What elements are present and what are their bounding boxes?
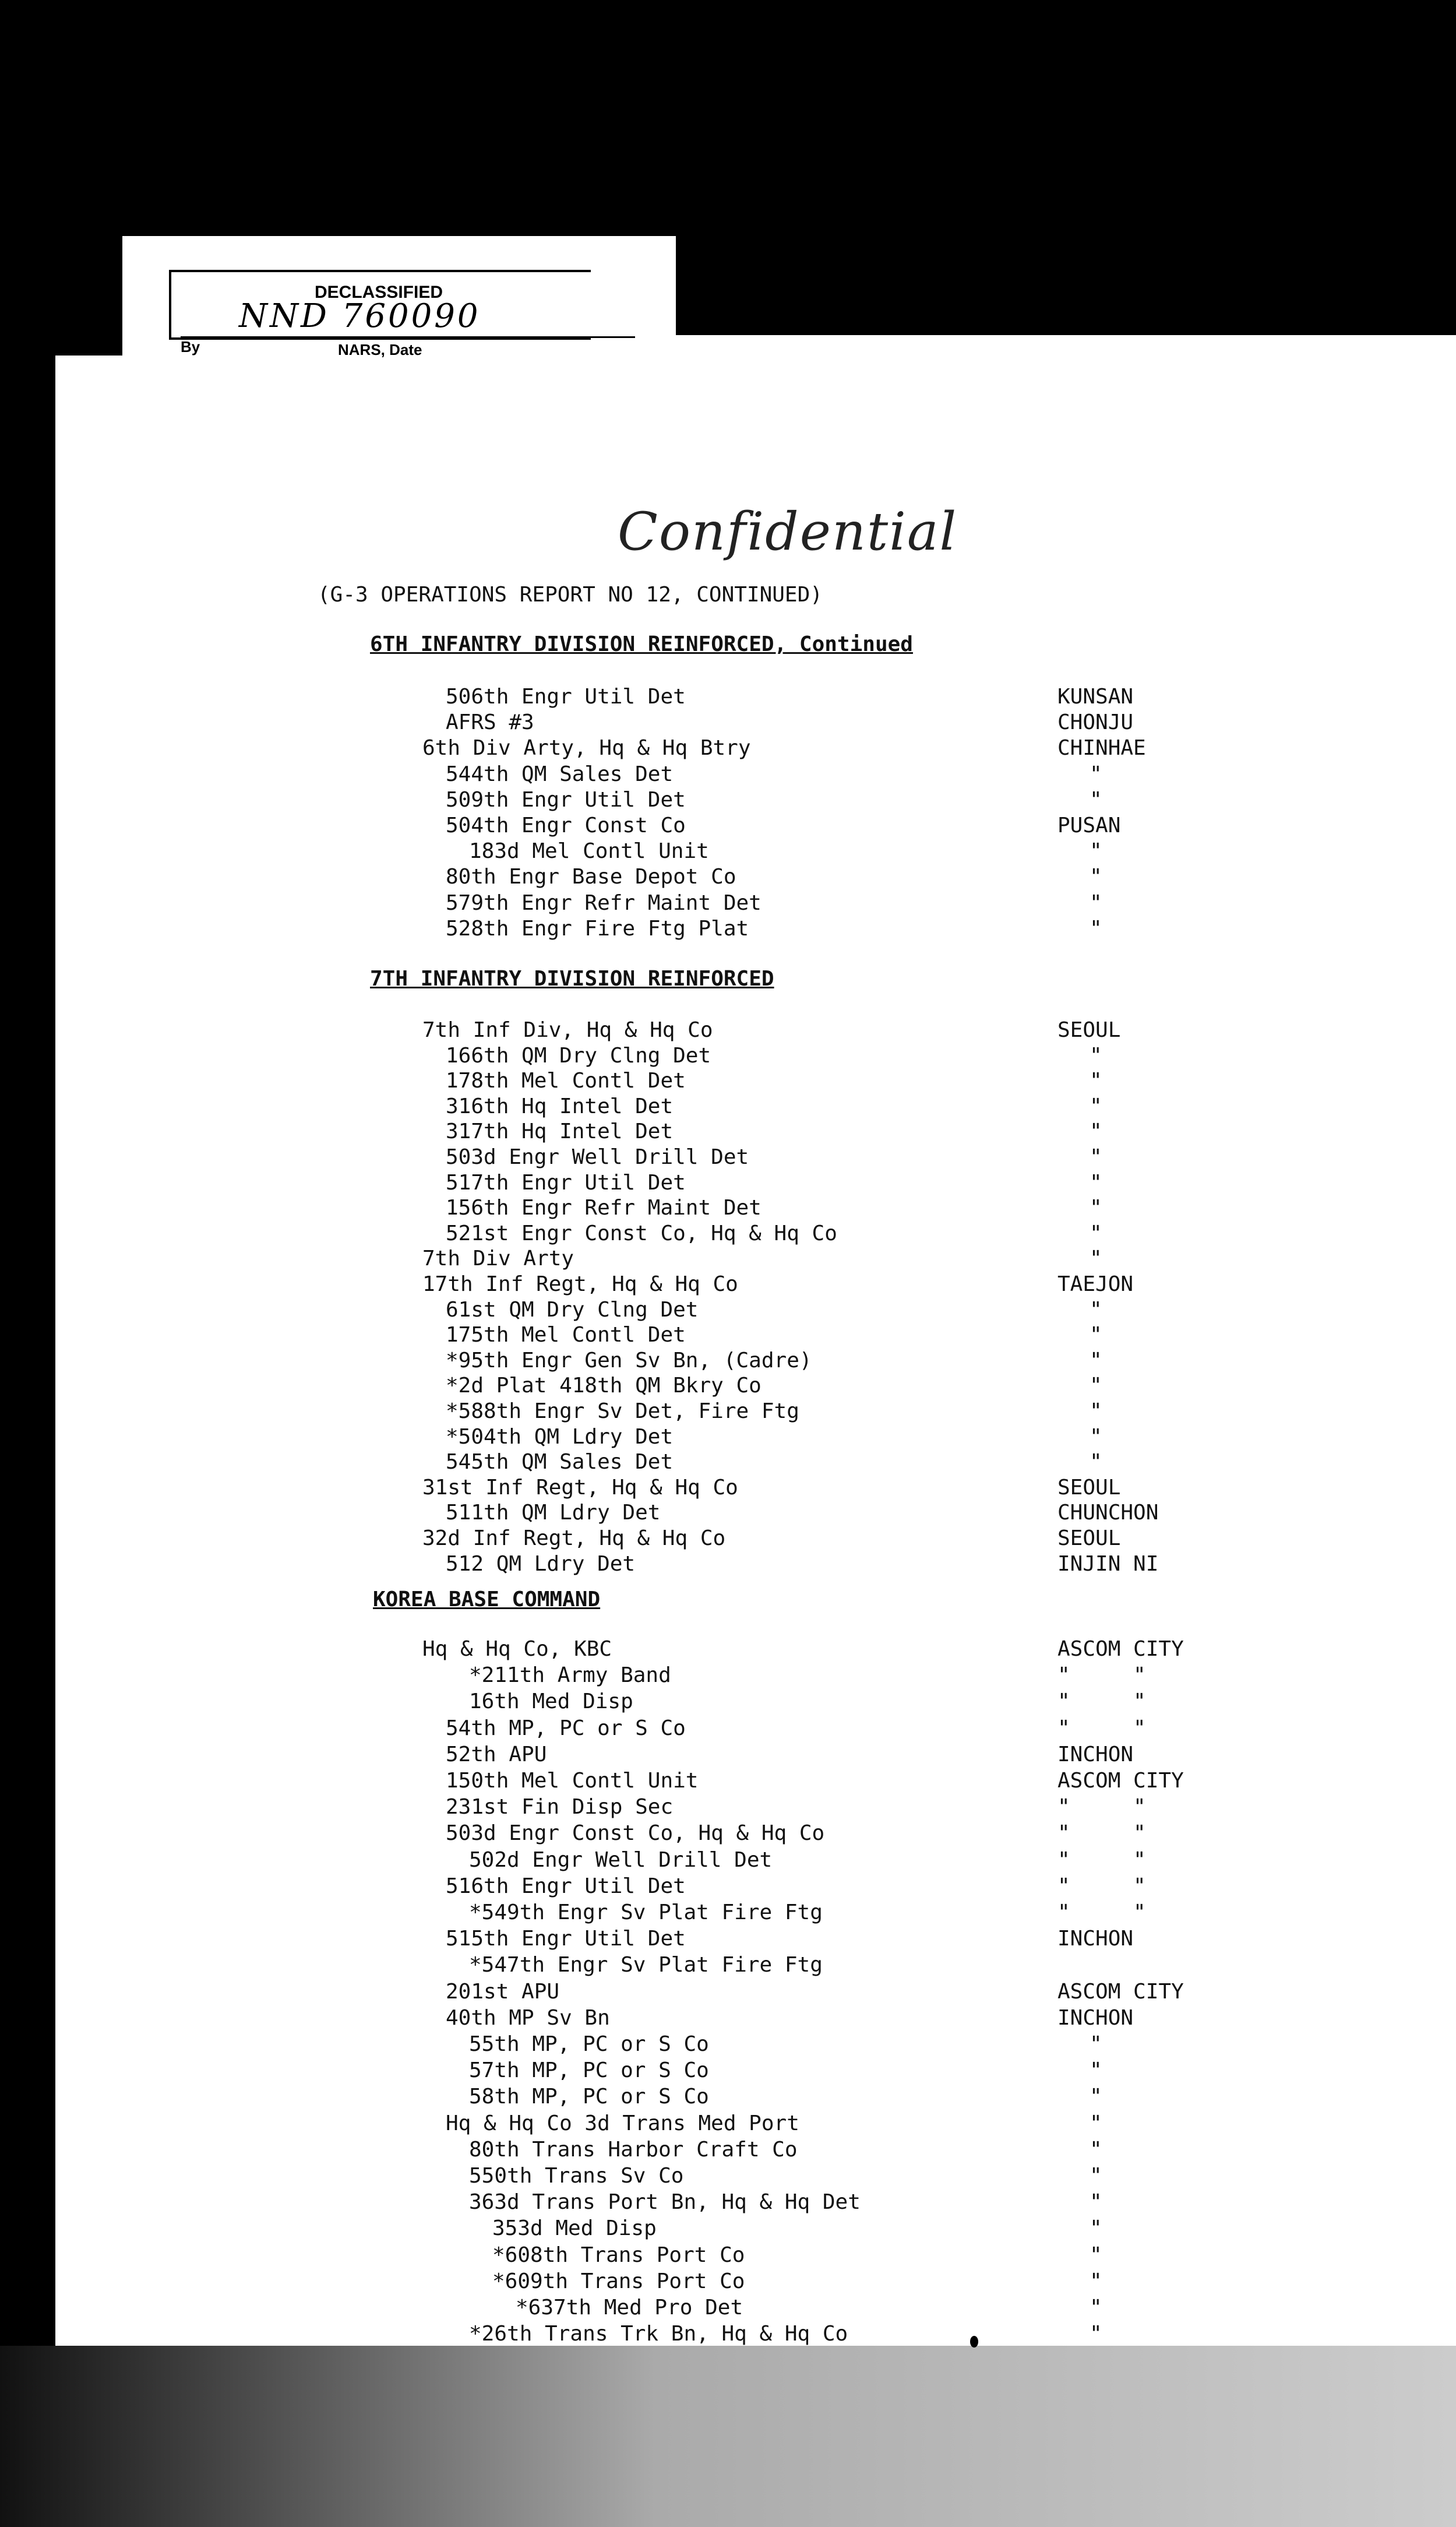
- location-entry: ": [1090, 762, 1102, 786]
- location-entry: ": [1090, 1247, 1102, 1271]
- unit-entry: 16th Med Disp: [469, 1690, 633, 1714]
- location-entry: ": [1090, 2296, 1102, 2320]
- stamp-nars-label: NARS, Date: [338, 341, 422, 358]
- location-entry: ": [1090, 1094, 1102, 1118]
- unit-entry: 544th QM Sales Det: [446, 762, 674, 786]
- stamp-by-label: By: [181, 338, 200, 356]
- location-entry: ": [1090, 1297, 1102, 1322]
- location-entry: SEOUL: [1057, 1018, 1121, 1042]
- unit-entry: 317th Hq Intel Det: [446, 1120, 674, 1144]
- location-entry: SEOUL: [1057, 1526, 1121, 1550]
- location-entry: ": [1090, 2164, 1102, 2188]
- unit-entry: 55th MP, PC or S Co: [469, 2032, 709, 2056]
- confidential-handwriting: Confidential: [618, 501, 958, 562]
- location-entry: ": [1090, 787, 1102, 812]
- location-entry: ": [1090, 2058, 1102, 2083]
- location-entry: ": [1090, 2322, 1102, 2346]
- location-entry: ": [1090, 839, 1102, 864]
- unit-entry: 156th Engr Refr Maint Det: [446, 1196, 762, 1220]
- unit-entry: Hq & Hq Co 3d Trans Med Port: [446, 2111, 799, 2135]
- location-entry: ": [1090, 1374, 1102, 1398]
- location-entry: PUSAN: [1057, 814, 1121, 837]
- location-entry: ": [1090, 1399, 1102, 1423]
- location-entry: ": [1090, 1043, 1102, 1068]
- unit-entry: 183d Mel Contl Unit: [469, 839, 709, 864]
- unit-entry: AFRS #3: [446, 710, 534, 735]
- unit-entry: 528th Engr Fire Ftg Plat: [446, 916, 749, 941]
- report-header: (G-3 OPERATIONS REPORT NO 12, CONTINUED): [318, 583, 823, 607]
- location-entry: ASCOM CITY: [1057, 1769, 1184, 1793]
- location-entry: INCHON: [1057, 1742, 1134, 1766]
- location-entry: ": [1090, 1221, 1102, 1245]
- location-entry: ": [1090, 1170, 1102, 1195]
- unit-entry: 550th Trans Sv Co: [469, 2164, 684, 2188]
- unit-entry: *211th Army Band: [469, 1663, 671, 1688]
- unit-entry: *95th Engr Gen Sv Bn, (Cadre): [446, 1348, 812, 1372]
- location-entry: INCHON: [1057, 2005, 1134, 2030]
- unit-entry: 503d Engr Well Drill Det: [446, 1145, 749, 1169]
- location-entry: ": [1090, 916, 1102, 941]
- location-entry: ": [1090, 1145, 1102, 1169]
- unit-entry: *609th Trans Port Co: [492, 2269, 745, 2293]
- location-entry: " ": [1057, 1821, 1146, 1846]
- unit-entry: 40th MP Sv Bn: [446, 2005, 610, 2030]
- location-entry: ": [1090, 2032, 1102, 2056]
- scan-shadow: [0, 2346, 1456, 2527]
- unit-entry: *637th Med Pro Det: [516, 2296, 743, 2320]
- location-entry: ": [1090, 2190, 1102, 2215]
- unit-entry: *2d Plat 418th QM Bkry Co: [446, 1374, 762, 1398]
- location-entry: ": [1090, 1450, 1102, 1474]
- unit-entry: 521st Engr Const Co, Hq & Hq Co: [446, 1221, 837, 1245]
- location-entry: ": [1090, 1069, 1102, 1093]
- location-entry: CHUNCHON: [1057, 1501, 1159, 1525]
- section-heading: 7TH INFANTRY DIVISION REINFORCED: [370, 967, 774, 991]
- location-entry: ": [1090, 2111, 1102, 2135]
- unit-entry: *547th Engr Sv Plat Fire Ftg: [469, 1953, 823, 1977]
- unit-entry: 80th Engr Base Depot Co: [446, 865, 736, 889]
- unit-entry: 201st APU: [446, 1979, 560, 2004]
- location-entry: ": [1090, 1323, 1102, 1347]
- unit-entry: 516th Engr Util Det: [446, 1874, 686, 1898]
- unit-entry: 58th MP, PC or S Co: [469, 2085, 709, 2109]
- unit-entry: 7th Inf Div, Hq & Hq Co: [422, 1018, 713, 1042]
- location-entry: " ": [1057, 1795, 1146, 1819]
- unit-entry: 515th Engr Util Det: [446, 1927, 686, 1951]
- stamp-divider: [181, 336, 635, 338]
- location-entry: ": [1090, 2137, 1102, 2162]
- unit-entry: 511th QM Ldry Det: [446, 1501, 661, 1525]
- location-entry: CHONJU: [1057, 710, 1134, 735]
- location-entry: ": [1090, 1120, 1102, 1144]
- unit-entry: 316th Hq Intel Det: [446, 1094, 674, 1118]
- location-entry: " ": [1057, 1900, 1146, 1924]
- unit-entry: 32d Inf Regt, Hq & Hq Co: [422, 1526, 726, 1550]
- unit-entry: 175th Mel Contl Det: [446, 1323, 686, 1347]
- unit-entry: *549th Engr Sv Plat Fire Ftg: [469, 1900, 823, 1924]
- unit-entry: *504th QM Ldry Det: [446, 1424, 674, 1449]
- unit-entry: 54th MP, PC or S Co: [446, 1716, 686, 1740]
- location-entry: ": [1090, 865, 1102, 889]
- unit-entry: 61st QM Dry Clng Det: [446, 1297, 699, 1322]
- unit-entry: 166th QM Dry Clng Det: [446, 1043, 711, 1068]
- section-heading: KOREA BASE COMMAND: [373, 1588, 601, 1611]
- unit-entry: *608th Trans Port Co: [492, 2243, 745, 2267]
- location-entry: ASCOM CITY: [1057, 1979, 1184, 2004]
- unit-entry: 178th Mel Contl Det: [446, 1069, 686, 1093]
- location-entry: TAEJON: [1057, 1272, 1134, 1296]
- unit-entry: 6th Div Arty, Hq & Hq Btry: [422, 736, 751, 761]
- location-entry: ": [1090, 1196, 1102, 1220]
- location-entry: ": [1090, 2085, 1102, 2109]
- unit-entry: 363d Trans Port Bn, Hq & Hq Det: [469, 2190, 861, 2215]
- unit-entry: 231st Fin Disp Sec: [446, 1795, 674, 1819]
- declassified-stamp: [122, 236, 676, 364]
- unit-entry: 506th Engr Util Det: [446, 685, 686, 709]
- unit-entry: 7th Div Arty: [422, 1247, 574, 1271]
- section-heading: 6TH INFANTRY DIVISION REINFORCED, Continued: [370, 632, 913, 656]
- location-entry: ": [1090, 1424, 1102, 1449]
- location-entry: ": [1090, 2216, 1102, 2241]
- location-entry: " ": [1057, 1874, 1146, 1898]
- unit-entry: 150th Mel Contl Unit: [446, 1769, 699, 1793]
- unit-entry: Hq & Hq Co, KBC: [422, 1637, 612, 1661]
- unit-entry: 17th Inf Regt, Hq & Hq Co: [422, 1272, 738, 1296]
- unit-entry: 80th Trans Harbor Craft Co: [469, 2137, 798, 2162]
- unit-entry: *26th Trans Trk Bn, Hq & Hq Co: [469, 2322, 848, 2346]
- location-entry: KUNSAN: [1057, 685, 1134, 709]
- location-entry: CHINHAE: [1057, 736, 1146, 761]
- unit-entry: 353d Med Disp: [492, 2216, 657, 2241]
- ink-blot: [970, 2336, 978, 2347]
- unit-entry: 517th Engr Util Det: [446, 1170, 686, 1195]
- location-entry: " ": [1057, 1690, 1146, 1714]
- location-entry: SEOUL: [1057, 1475, 1121, 1500]
- unit-entry: 579th Engr Refr Maint Det: [446, 891, 762, 915]
- location-entry: " ": [1057, 1663, 1146, 1688]
- unit-entry: 57th MP, PC or S Co: [469, 2058, 709, 2083]
- unit-entry: 504th Engr Const Co: [446, 814, 686, 837]
- unit-entry: 545th QM Sales Det: [446, 1450, 674, 1474]
- location-entry: INCHON: [1057, 1927, 1134, 1951]
- location-entry: INJIN NI: [1057, 1551, 1159, 1576]
- unit-entry: 509th Engr Util Det: [446, 787, 686, 812]
- location-entry: ": [1090, 2243, 1102, 2267]
- stamp-authority: NND 760090: [239, 297, 481, 335]
- location-entry: " ": [1057, 1847, 1146, 1872]
- location-entry: " ": [1057, 1716, 1146, 1740]
- location-entry: ": [1090, 2269, 1102, 2293]
- unit-entry: 31st Inf Regt, Hq & Hq Co: [422, 1475, 738, 1500]
- stamp-title: DECLASSIFIED: [315, 283, 443, 302]
- location-entry: ASCOM CITY: [1057, 1637, 1184, 1661]
- unit-entry: 502d Engr Well Drill Det: [469, 1847, 773, 1872]
- unit-entry: *588th Engr Sv Det, Fire Ftg: [446, 1399, 799, 1423]
- location-entry: ": [1090, 891, 1102, 915]
- location-entry: ": [1090, 1348, 1102, 1372]
- unit-entry: 503d Engr Const Co, Hq & Hq Co: [446, 1821, 825, 1846]
- unit-entry: 512 QM Ldry Det: [446, 1551, 636, 1576]
- unit-entry: 52th APU: [446, 1742, 547, 1766]
